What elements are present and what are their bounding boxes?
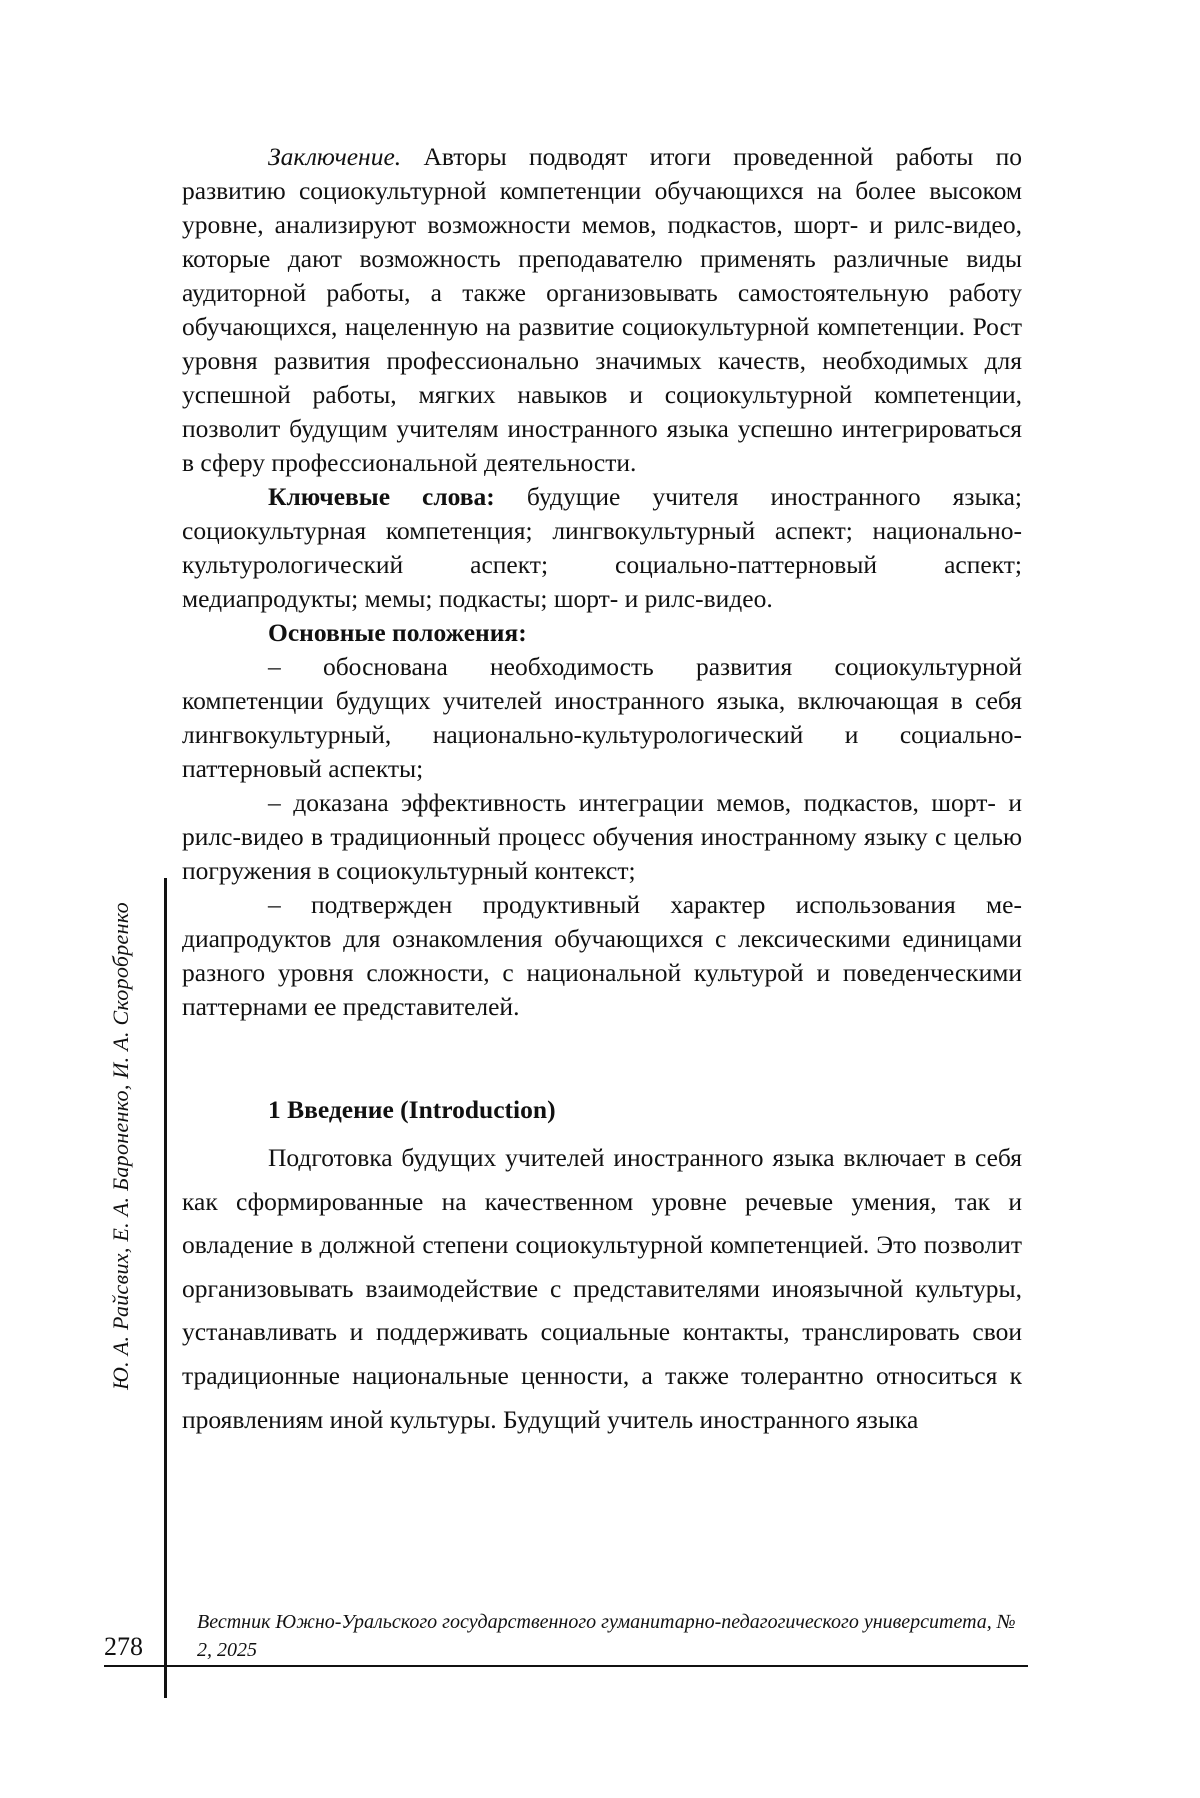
conclusion-paragraph [182, 140, 1022, 480]
main-points-heading: Основные положения: [268, 618, 527, 647]
margin-vertical-rule [164, 878, 167, 1698]
conclusion-text: Авторы подводят итоги проведенной работы по развитию социокультурной компетенции обучающихся на более высоком уровне, анализируют возможности мемов, подкастов, шорт- и рилс-видео, которые дают возможность преподавателю применять различные виды аудиторной работы, а также организовывать самостоятельную работу обучающихся, нацеленную на развитие социокультурной компетенции. Рост уровня развития профессионально значимых качеств, необходимых для успешной работы, мягких навыков и социокультурной компетенции, позволит будущим учителям иностранного языка успешно интегрироваться в сферу профессиональной деятельности. [182, 142, 1022, 477]
footer-rule [104, 1665, 1028, 1667]
keywords-paragraph [182, 480, 1022, 616]
footer-journal-title: Вестник Южно-Уральского государственного гуманитарно-педагогического университета, № 2, 2025 [197, 1611, 1016, 1661]
abstract-block [182, 140, 1022, 1024]
section-heading: 1 Введение (Introduction) [268, 1095, 556, 1124]
conclusion-label: Заключение. [268, 142, 402, 171]
main-point-2: – доказана эффективность интеграции мемов, подкастов, шорт- и рилс-видео в традиционный процесс обучения иностранному языку с целью погружения в социокультурный контекст; [182, 788, 1022, 885]
introduction-body [182, 1136, 1022, 1441]
page-number: 278 [104, 1632, 143, 1661]
running-head-authors: Ю. А. Райсвих, Е. А. Бароненко, И. А. Скоробренко [108, 902, 133, 1390]
keywords-text: будущие учителя иностранного языка; социокультурная компетенция; лингвокультурный аспект; национально-культурологический аспект; социально-паттерновый аспект; медиапродукты; мемы; подкасты; шорт- и рилс-видео. [182, 482, 1022, 613]
keywords-label: Ключевые слова: [268, 482, 495, 511]
introduction-paragraph: Подготовка будущих учителей иностранного языка включает в себя как сформированные на качественном уровне речевые умения, так и овладение в должной степени социокультурной компетенцией. Это позволит организовывать взаимодействие с представителями иноязычной культуры, устанавливать и поддерживать социальные контакты, транслировать свои традиционные национальные ценности, а также толерантно относиться к проявлениям иной культуры. Будущий учитель иностранного языка [182, 1143, 1022, 1434]
main-point-1: – обоснована необходимость развития социокультурной компетенции будущих учителей иностранного языка, включающая в себя лингвокультурный, национально-культурологический и социально-паттерновый аспекты; [182, 652, 1022, 783]
main-point-3: – подтвержден продуктивный характер использования медиапродуктов для ознакомления обучающихся с лексическими единицами разного уровня сложности, с национальной культурой и поведенческими паттернами ее представителей. [182, 890, 1022, 1021]
